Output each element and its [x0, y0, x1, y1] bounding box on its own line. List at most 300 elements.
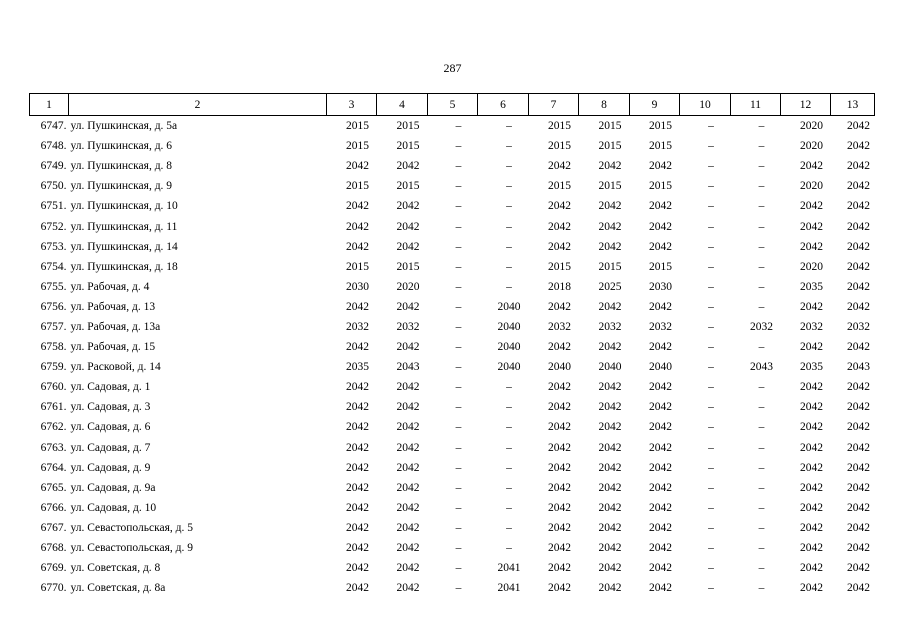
value-cell: 2042 [800, 381, 823, 394]
value-cell: 2042 [396, 421, 420, 434]
column-header: 2 [69, 94, 327, 116]
value-cell: – [758, 160, 765, 173]
value-cell: 2020 [800, 260, 823, 273]
value-cell: – [708, 542, 714, 555]
value-cell: 2042 [847, 481, 870, 494]
value-cell: – [506, 220, 512, 233]
value-cell: 2015 [548, 140, 571, 153]
value-cell: 2042 [346, 381, 369, 394]
value-cell: 2042 [346, 421, 369, 434]
value-cell: 2042 [548, 441, 571, 454]
value-cell: 2042 [548, 461, 571, 474]
value-cell: 2015 [598, 140, 622, 153]
value-cell: 2043 [847, 361, 870, 374]
value-cell: 2042 [346, 300, 369, 313]
value-cell: – [455, 421, 462, 434]
address-cell: ул. Рабочая, д. 15 [70, 341, 156, 354]
schedule-table [29, 93, 875, 598]
value-cell: – [758, 280, 765, 293]
row-number: 6755. [40, 280, 67, 293]
value-cell: 2042 [598, 300, 622, 313]
value-cell: 2042 [396, 461, 420, 474]
value-cell: 2042 [396, 381, 420, 394]
value-cell: 2032 [750, 320, 773, 333]
value-cell: 2042 [346, 501, 369, 514]
value-cell: 2015 [346, 180, 369, 193]
row-number: 6766. [40, 501, 67, 514]
column-header: 11 [731, 94, 781, 116]
value-cell: – [455, 562, 462, 575]
value-cell: – [455, 140, 462, 153]
value-cell: – [506, 421, 512, 434]
address-cell: ул. Расковой, д. 14 [70, 361, 161, 374]
value-cell: 2042 [396, 441, 420, 454]
value-cell: – [506, 140, 512, 153]
value-cell: – [455, 521, 462, 534]
address-cell: ул. Садовая, д. 1 [70, 381, 151, 394]
value-cell: 2042 [847, 260, 870, 273]
row-number: 6769. [40, 562, 67, 575]
value-cell: – [455, 501, 462, 514]
row-number: 6749. [40, 160, 67, 173]
value-cell: 2042 [548, 220, 571, 233]
value-cell: 2042 [396, 542, 420, 555]
table-row [30, 377, 875, 397]
value-cell: – [455, 260, 462, 273]
row-number: 6747. [40, 120, 67, 133]
value-cell: 2042 [800, 200, 823, 213]
value-cell: 2042 [649, 501, 672, 514]
value-cell: 2042 [548, 381, 571, 394]
value-cell: 2043 [750, 361, 773, 374]
value-cell: 2042 [598, 521, 622, 534]
header-row [30, 94, 875, 116]
value-cell: 2042 [346, 200, 369, 213]
value-cell: 2042 [598, 160, 622, 173]
value-cell: 2042 [598, 441, 622, 454]
value-cell: 2042 [800, 421, 823, 434]
value-cell: – [758, 421, 765, 434]
value-cell: 2018 [548, 280, 571, 293]
value-cell: 2032 [847, 320, 870, 333]
column-header: 9 [630, 94, 680, 116]
value-cell: 2020 [800, 140, 823, 153]
row-number: 6767. [40, 521, 67, 534]
row-number: 6752. [40, 220, 67, 233]
value-cell: 2042 [800, 582, 823, 595]
row-number: 6758. [40, 341, 67, 354]
value-cell: 2042 [649, 562, 672, 575]
value-cell: 2042 [548, 501, 571, 514]
value-cell: – [758, 220, 765, 233]
value-cell: – [708, 200, 714, 213]
row-number: 6756. [40, 300, 67, 313]
value-cell: – [455, 441, 462, 454]
address-cell: ул. Садовая, д. 9а [70, 481, 156, 494]
value-cell: 2032 [649, 320, 672, 333]
value-cell: 2042 [800, 160, 823, 173]
value-cell: – [455, 320, 462, 333]
value-cell: 2042 [598, 501, 622, 514]
table-row [30, 417, 875, 437]
table-row [30, 357, 875, 377]
value-cell: 2042 [396, 240, 420, 253]
value-cell: 2042 [649, 240, 672, 253]
row-number: 6762. [40, 421, 67, 434]
value-cell: 2042 [649, 481, 672, 494]
value-cell: 2015 [548, 120, 571, 133]
value-cell: – [506, 481, 512, 494]
value-cell: – [758, 582, 765, 595]
value-cell: 2042 [800, 401, 823, 414]
value-cell: 2042 [346, 160, 369, 173]
table-row [30, 216, 875, 236]
table-row [30, 317, 875, 337]
value-cell: – [455, 542, 462, 555]
value-cell: 2042 [396, 401, 420, 414]
table-row [30, 337, 875, 357]
value-cell: 2040 [497, 361, 521, 374]
table-row [30, 297, 875, 317]
row-number: 6751. [40, 200, 67, 213]
row-number: 6768. [40, 542, 67, 555]
address-cell: ул. Пушкинская, д. 8 [70, 160, 173, 173]
value-cell: 2042 [396, 200, 420, 213]
value-cell: – [506, 521, 512, 534]
value-cell: 2042 [649, 160, 672, 173]
table-row [30, 458, 875, 478]
value-cell: 2015 [396, 180, 420, 193]
value-cell: 2042 [346, 521, 369, 534]
column-header: 10 [680, 94, 731, 116]
value-cell: – [708, 341, 714, 354]
value-cell: 2015 [598, 180, 622, 193]
row-number: 6754. [40, 260, 67, 273]
column-header: 7 [529, 94, 579, 116]
table-row [30, 156, 875, 176]
value-cell: 2042 [396, 160, 420, 173]
value-cell: – [708, 220, 714, 233]
value-cell: 2042 [598, 562, 622, 575]
value-cell: 2042 [649, 200, 672, 213]
value-cell: 2015 [649, 140, 672, 153]
value-cell: 2042 [649, 381, 672, 394]
value-cell: 2042 [396, 501, 420, 514]
value-cell: 2032 [548, 320, 571, 333]
row-number: 6761. [40, 401, 67, 414]
value-cell: – [708, 160, 714, 173]
value-cell: 2041 [497, 562, 521, 575]
value-cell: 2042 [396, 220, 420, 233]
value-cell: – [758, 542, 765, 555]
value-cell: 2042 [598, 220, 622, 233]
table-row [30, 538, 875, 558]
value-cell: 2042 [847, 421, 870, 434]
value-cell: 2035 [346, 361, 369, 374]
value-cell: – [455, 381, 462, 394]
value-cell: 2040 [497, 341, 521, 354]
value-cell: 2042 [598, 582, 622, 595]
value-cell: 2042 [548, 160, 571, 173]
value-cell: 2042 [598, 461, 622, 474]
value-cell: 2042 [649, 521, 672, 534]
value-cell: 2042 [800, 441, 823, 454]
value-cell: 2042 [598, 421, 622, 434]
address-cell: ул. Рабочая, д. 13 [70, 300, 156, 313]
value-cell: – [708, 562, 714, 575]
value-cell: 2015 [649, 180, 672, 193]
value-cell: 2042 [598, 200, 622, 213]
value-cell: 2042 [649, 441, 672, 454]
value-cell: – [708, 280, 714, 293]
value-cell: 2042 [847, 220, 870, 233]
value-cell: 2042 [598, 341, 622, 354]
value-cell: 2042 [548, 300, 571, 313]
table-row [30, 397, 875, 417]
value-cell: – [506, 120, 512, 133]
value-cell: 2040 [497, 320, 521, 333]
value-cell: – [708, 140, 714, 153]
value-cell: – [455, 361, 462, 374]
value-cell: 2042 [800, 501, 823, 514]
address-cell: ул. Севастопольская, д. 9 [70, 542, 194, 555]
value-cell: 2020 [800, 120, 823, 133]
value-cell: 2042 [548, 562, 571, 575]
value-cell: 2042 [346, 240, 369, 253]
value-cell: – [758, 180, 765, 193]
value-cell: 2015 [598, 260, 622, 273]
value-cell: 2042 [548, 200, 571, 213]
value-cell: – [506, 461, 512, 474]
address-cell: ул. Рабочая, д. 4 [70, 280, 150, 293]
value-cell: – [455, 401, 462, 414]
value-cell: – [758, 341, 765, 354]
address-cell: ул. Пушкинская, д. 9 [70, 180, 173, 193]
value-cell: 2042 [346, 582, 369, 595]
address-cell: ул. Пушкинская, д. 18 [70, 260, 178, 273]
value-cell: 2015 [548, 260, 571, 273]
value-cell: – [506, 501, 512, 514]
value-cell: – [708, 521, 714, 534]
value-cell: 2042 [847, 582, 870, 595]
value-cell: 2042 [548, 341, 571, 354]
value-cell: 2042 [800, 562, 823, 575]
value-cell: 2040 [548, 361, 571, 374]
value-cell: – [506, 280, 512, 293]
value-cell: 2042 [598, 240, 622, 253]
value-cell: – [506, 260, 512, 273]
value-cell: 2041 [497, 582, 521, 595]
value-cell: – [758, 300, 765, 313]
value-cell: 2040 [649, 361, 672, 374]
value-cell: 2040 [598, 361, 622, 374]
value-cell: – [708, 120, 714, 133]
value-cell: 2042 [800, 542, 823, 555]
table-row [30, 518, 875, 538]
value-cell: 2042 [847, 521, 870, 534]
value-cell: 2042 [847, 140, 870, 153]
value-cell: 2015 [548, 180, 571, 193]
value-cell: 2042 [598, 542, 622, 555]
value-cell: – [758, 240, 765, 253]
value-cell: 2015 [649, 260, 672, 273]
column-header: 6 [478, 94, 529, 116]
value-cell: 2042 [548, 542, 571, 555]
value-cell: 2015 [598, 120, 622, 133]
address-cell: ул. Пушкинская, д. 10 [70, 200, 178, 213]
value-cell: – [506, 381, 512, 394]
value-cell: 2042 [847, 180, 870, 193]
value-cell: 2015 [649, 120, 672, 133]
value-cell: 2035 [800, 361, 823, 374]
value-cell: – [758, 140, 765, 153]
value-cell: 2042 [548, 582, 571, 595]
address-cell: ул. Советская, д. 8а [70, 582, 166, 595]
value-cell: 2042 [346, 481, 369, 494]
value-cell: – [455, 582, 462, 595]
table-row [30, 136, 875, 156]
value-cell: – [708, 421, 714, 434]
value-cell: 2042 [649, 220, 672, 233]
value-cell: 2015 [396, 260, 420, 273]
column-header: 3 [327, 94, 377, 116]
value-cell: 2042 [800, 341, 823, 354]
value-cell: 2042 [847, 120, 870, 133]
value-cell: – [758, 120, 765, 133]
value-cell: 2042 [800, 300, 823, 313]
value-cell: – [455, 160, 462, 173]
value-cell: 2015 [346, 120, 369, 133]
value-cell: 2042 [346, 341, 369, 354]
value-cell: – [758, 481, 765, 494]
value-cell: 2040 [497, 300, 521, 313]
value-cell: 2042 [649, 300, 672, 313]
value-cell: – [758, 381, 765, 394]
value-cell: 2042 [847, 341, 870, 354]
value-cell: 2015 [346, 260, 369, 273]
value-cell: – [708, 260, 714, 273]
value-cell: 2025 [598, 280, 622, 293]
value-cell: 2042 [649, 461, 672, 474]
table-row [30, 498, 875, 518]
value-cell: – [758, 441, 765, 454]
value-cell: – [708, 582, 714, 595]
value-cell: – [455, 461, 462, 474]
value-cell: 2042 [598, 381, 622, 394]
address-cell: ул. Пушкинская, д. 14 [70, 240, 178, 253]
column-header: 12 [781, 94, 831, 116]
address-cell: ул. Пушкинская, д. 6 [70, 140, 173, 153]
table-row [30, 237, 875, 257]
table-row [30, 277, 875, 297]
value-cell: 2042 [800, 461, 823, 474]
address-cell: ул. Садовая, д. 6 [70, 421, 151, 434]
value-cell: – [455, 240, 462, 253]
value-cell: 2043 [396, 361, 420, 374]
table-row [30, 116, 875, 137]
value-cell: 2020 [396, 280, 420, 293]
value-cell: – [758, 521, 765, 534]
value-cell: 2042 [847, 401, 870, 414]
value-cell: 2042 [548, 481, 571, 494]
value-cell: – [708, 501, 714, 514]
value-cell: – [758, 260, 765, 273]
address-cell: ул. Садовая, д. 3 [70, 401, 151, 414]
value-cell: – [506, 441, 512, 454]
value-cell: 2042 [847, 441, 870, 454]
row-number: 6750. [40, 180, 67, 193]
value-cell: – [506, 200, 512, 213]
value-cell: 2042 [847, 240, 870, 253]
address-cell: ул. Садовая, д. 7 [70, 441, 151, 454]
address-cell: ул. Пушкинская, д. 5а [70, 120, 178, 133]
value-cell: – [455, 180, 462, 193]
address-cell: ул. Садовая, д. 9 [70, 461, 151, 474]
value-cell: 2042 [346, 401, 369, 414]
column-header: 5 [428, 94, 478, 116]
value-cell: 2030 [346, 280, 369, 293]
value-cell: – [758, 562, 765, 575]
row-number: 6753. [40, 240, 67, 253]
value-cell: – [455, 341, 462, 354]
value-cell: 2032 [396, 320, 420, 333]
value-cell: 2042 [847, 300, 870, 313]
value-cell: – [758, 501, 765, 514]
value-cell: 2042 [598, 481, 622, 494]
page-number: 287 [443, 61, 462, 75]
value-cell: – [758, 461, 765, 474]
column-header: 1 [30, 94, 69, 116]
value-cell: 2042 [800, 240, 823, 253]
value-cell: 2042 [847, 461, 870, 474]
value-cell: 2042 [847, 200, 870, 213]
value-cell: – [455, 481, 462, 494]
value-cell: 2042 [396, 341, 420, 354]
row-number: 6759. [40, 361, 67, 374]
table-row [30, 176, 875, 196]
value-cell: 2042 [649, 542, 672, 555]
value-cell: – [455, 300, 462, 313]
value-cell: – [758, 200, 765, 213]
value-cell: 2020 [800, 180, 823, 193]
value-cell: – [708, 441, 714, 454]
address-cell: ул. Советская, д. 8 [70, 562, 161, 575]
column-header: 13 [831, 94, 875, 116]
table-row [30, 438, 875, 458]
value-cell: – [455, 280, 462, 293]
row-number: 6748. [40, 140, 67, 153]
value-cell: – [506, 401, 512, 414]
value-cell: 2042 [396, 582, 420, 595]
value-cell: – [708, 240, 714, 253]
value-cell: 2042 [649, 401, 672, 414]
value-cell: 2032 [598, 320, 622, 333]
table-row [30, 578, 875, 598]
row-number: 6757. [40, 320, 67, 333]
value-cell: 2042 [847, 280, 870, 293]
value-cell: 2042 [548, 521, 571, 534]
value-cell: – [708, 180, 714, 193]
value-cell: – [506, 542, 512, 555]
value-cell: 2042 [649, 341, 672, 354]
value-cell: 2042 [548, 240, 571, 253]
value-cell: 2015 [346, 140, 369, 153]
address-cell: ул. Рабочая, д. 13а [70, 320, 161, 333]
value-cell: 2015 [396, 120, 420, 133]
value-cell: 2042 [800, 481, 823, 494]
value-cell: 2042 [548, 421, 571, 434]
value-cell: 2015 [396, 140, 420, 153]
